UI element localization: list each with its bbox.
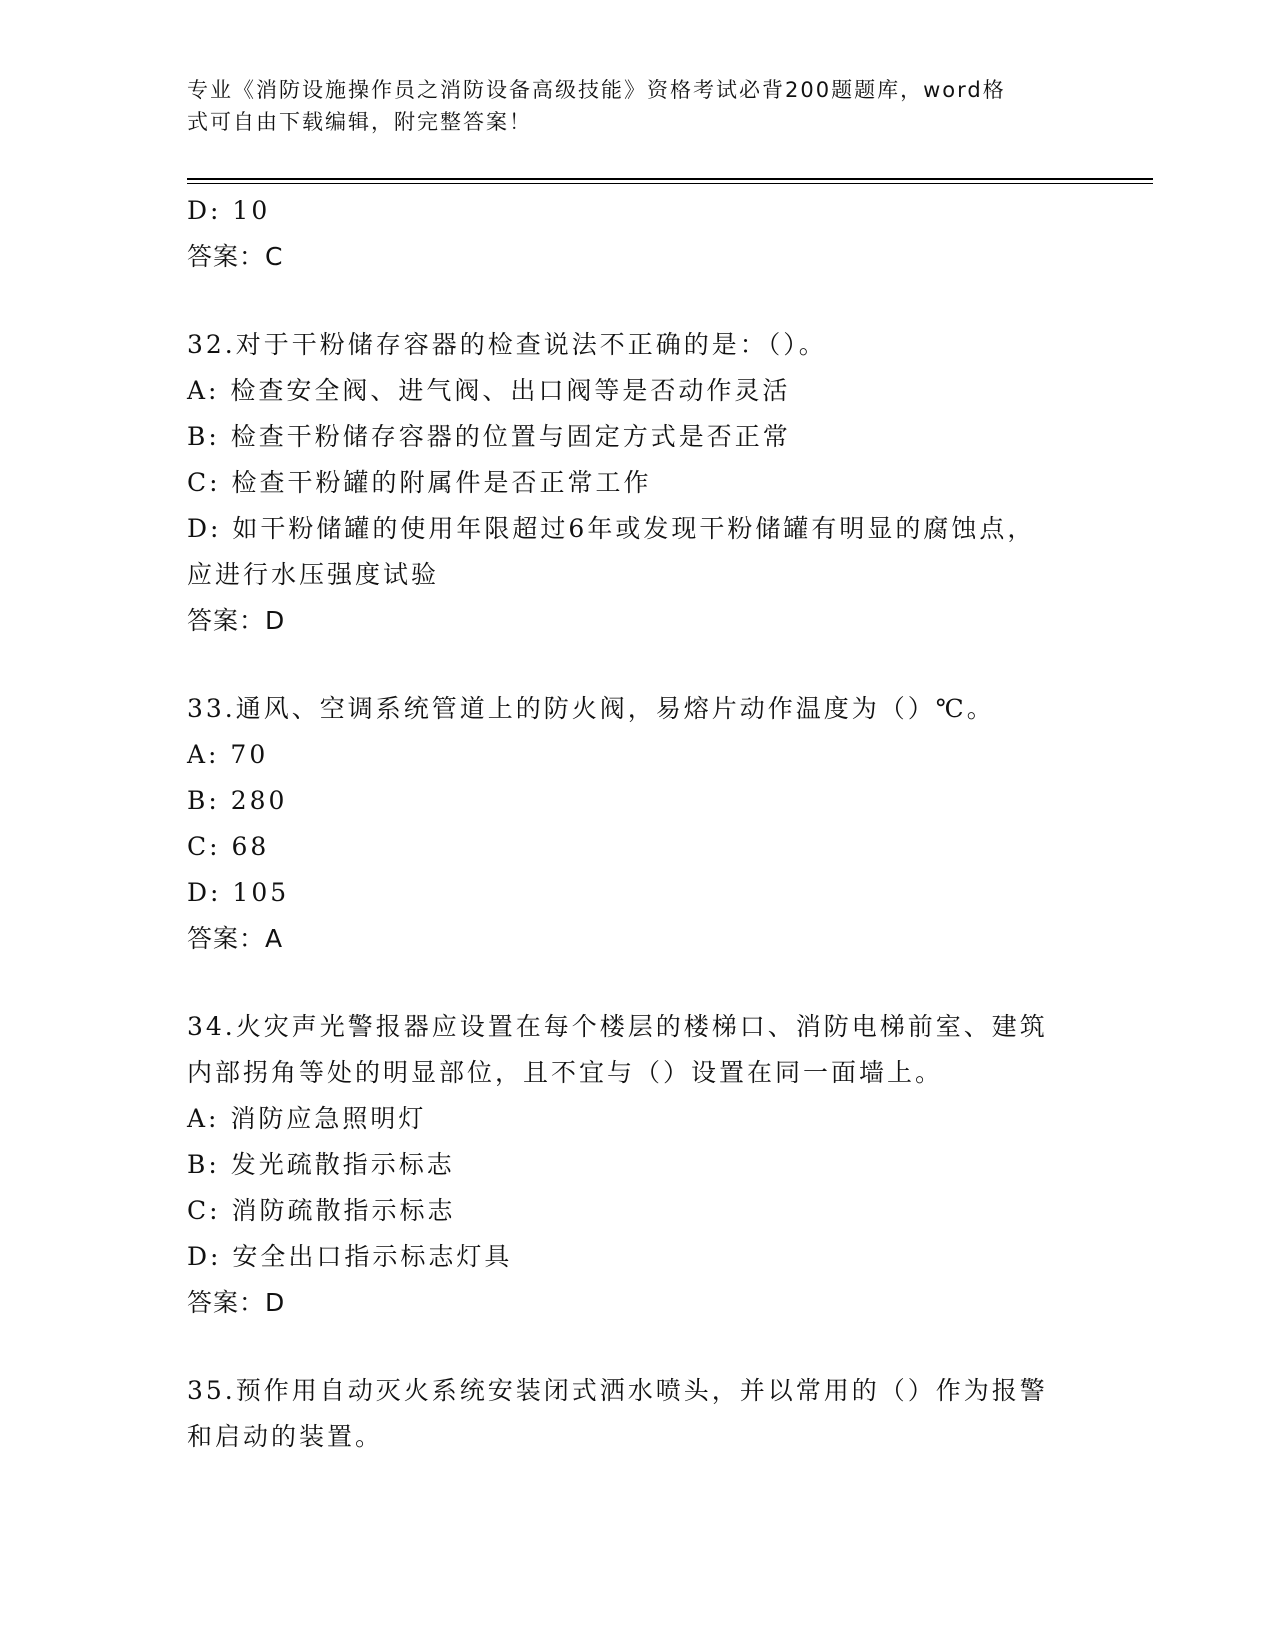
option-a: A: 消防应急照明灯 [187, 1104, 427, 1133]
option-c: C: 检查干粉罐的附属件是否正常工作 [187, 468, 652, 497]
option-b: B: 280 [187, 786, 288, 815]
option-d: D: 如干粉储罐的使用年限超过6年或发现干粉储罐有明显的腐蚀点， [187, 514, 1036, 543]
question-list [187, 188, 1087, 1460]
question-stem-continued: 内部拐角等处的明显部位，且不宜与（）设置在同一面墙上。 [187, 1058, 944, 1087]
question-stem-continued: 和启动的装置。 [187, 1422, 384, 1451]
option-d: D: 105 [187, 878, 290, 907]
question-34 [187, 1004, 1087, 1326]
answer-line: 答案：C [187, 242, 284, 271]
question-stem: 33.通风、空调系统管道上的防火阀，易熔片动作温度为（）℃。 [187, 694, 995, 723]
question-stem: 32.对于干粉储存容器的检查说法不正确的是：（）。 [187, 330, 827, 359]
option-b: B: 检查干粉储存容器的位置与固定方式是否正常 [187, 422, 791, 451]
answer-line: 答案：D [187, 1288, 286, 1317]
header-rule-thin [187, 183, 1153, 184]
option-b: B: 发光疏散指示标志 [187, 1150, 455, 1179]
spacer [187, 1326, 1087, 1368]
question-stem: 35.预作用自动灭火系统安装闭式洒水喷头，并以常用的（）作为报警 [187, 1376, 1048, 1405]
question-32 [187, 322, 1087, 644]
option-c: C: 68 [187, 832, 270, 861]
header-line-2: 式可自由下载编辑，附完整答案！ [187, 110, 532, 134]
option-d: D: 10 [187, 196, 271, 225]
question-35 [187, 1368, 1087, 1460]
spacer [187, 644, 1087, 686]
previous-question-tail [187, 188, 1087, 280]
answer-line: 答案：A [187, 924, 284, 953]
option-d: D: 安全出口指示标志灯具 [187, 1242, 513, 1271]
question-33 [187, 686, 1087, 962]
option-a: A: 70 [187, 740, 269, 769]
spacer [187, 280, 1087, 322]
spacer [187, 962, 1087, 1004]
question-stem: 34.火灾声光警报器应设置在每个楼层的楼梯口、消防电梯前室、建筑 [187, 1012, 1048, 1041]
answer-line: 答案：D [187, 606, 286, 635]
option-c: C: 消防疏散指示标志 [187, 1196, 456, 1225]
option-a: A: 检查安全阀、进气阀、出口阀等是否动作灵活 [187, 376, 791, 405]
header-rule-thick [187, 178, 1153, 180]
document-header [187, 74, 1067, 138]
header-line-1: 专业《消防设施操作员之消防设备高级技能》资格考试必背200题题库，word格 [187, 78, 1006, 102]
option-d-continued: 应进行水压强度试验 [187, 560, 440, 589]
